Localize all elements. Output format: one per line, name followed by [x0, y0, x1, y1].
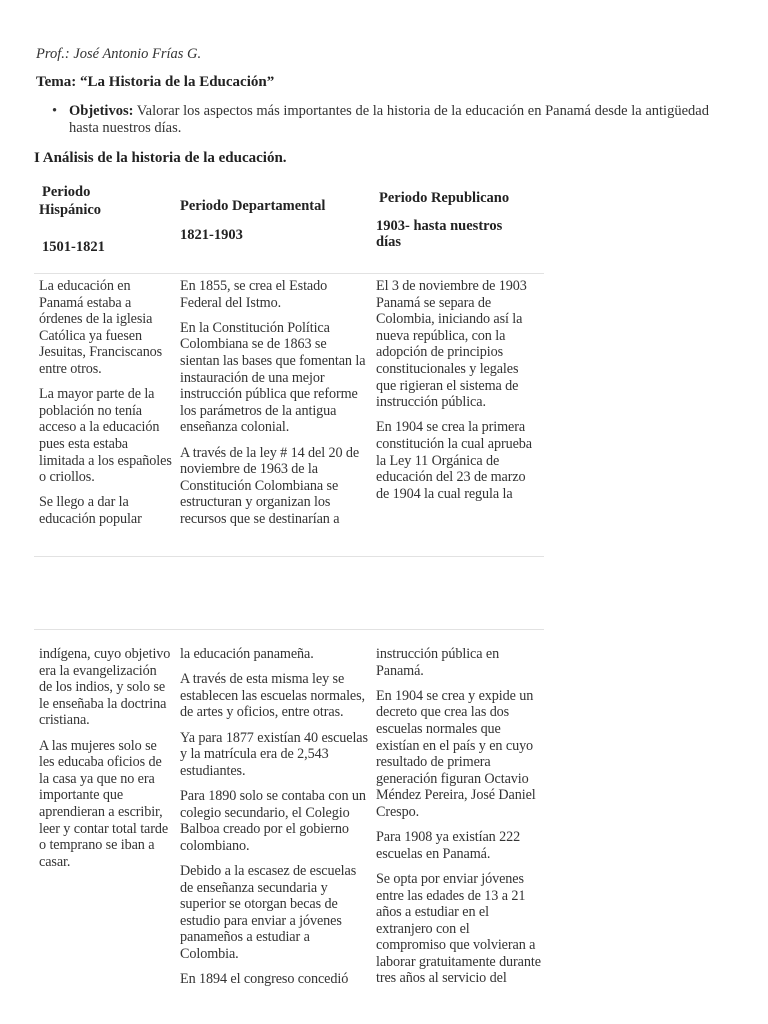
paragraph: La educación en Panamá estaba a órdenes de la iglesia Católica ya fuesen Jesuitas, Franciscanos entre otros.: [39, 278, 163, 377]
row2-col2-cell: [180, 646, 368, 996]
table-row-divider: [34, 273, 544, 274]
bullet-icon: •: [52, 103, 58, 119]
row2-col3-cell: [376, 646, 542, 996]
paragraph: Para 1908 ya existían 222 escuelas en Panamá.: [376, 829, 521, 862]
paragraph: Ya para 1877 existían 40 escuelas y la matrícula era de 2,543 estudiantes.: [180, 729, 368, 779]
paragraph: Para 1890 solo se contaba con un colegio secundario, el Colegio Balboa creado por el gobierno colombiano.: [180, 787, 366, 854]
topic-title: Tema: “La Historia de la Educación”: [36, 74, 275, 90]
col3-header-years-line1: 1903- hasta nuestros: [376, 218, 503, 234]
col3-header-title: Periodo Republicano: [379, 190, 510, 206]
col2-header-years: 1821-1903: [180, 227, 243, 243]
paragraph: Debido a la escasez de escuelas de enseñanza secundaria y superior se otorgan becas de estudio para enviar a jóvenes panameños a estudiar a Colombia.: [180, 862, 357, 962]
section-title: I Análisis de la historia de la educación.: [34, 150, 287, 166]
paragraph: En 1904 se crea la primera constitución la cual aprueba la Ley 11 Orgánica de educación del 23 de marzo de 1904 la cual regula la: [376, 419, 532, 502]
paragraph: Se opta por enviar jóvenes entre las edades de 13 a 21 años a estudiar en el extranjero con el compromiso que volvieran a laborar gratuitamente durante tres años al servicio del: [376, 870, 541, 987]
row1-col1-cell: [39, 278, 173, 536]
paragraph: A las mujeres solo se les educaba oficios de la casa ya que no era importante que aprendieran a escribir, leer y contar total tarde o temprano se iban a casar.: [39, 737, 169, 870]
paragraph: En la Constitución Política Colombiana se de 1863 se sientan las bases que fomentan la instauración de una mejor instrucción pública que reforme los parámetros de la antigua enseñanza colonial.: [180, 319, 366, 436]
row1-col3-cell: [376, 278, 542, 511]
table-row-divider: [34, 556, 544, 557]
professor-name: Prof.: José Antonio Frías G.: [36, 46, 202, 62]
col3-header-years-line2: días: [376, 234, 401, 250]
paragraph: En 1894 el congreso concedió: [180, 971, 349, 988]
paragraph: A través de la ley # 14 del 20 de noviembre de 1963 de la Constitución Colombiana se estructuran y organizan los recursos que se destinarían a: [180, 444, 360, 527]
col2-header-title: Periodo Departamental: [180, 198, 326, 214]
objectives-item: [52, 103, 732, 137]
col1-header-line2: Hispánico: [39, 202, 102, 218]
paragraph: Se llego a dar la educación popular: [39, 494, 142, 527]
paragraph: En 1855, se crea el Estado Federal del Istmo.: [180, 278, 328, 311]
paragraph: indígena, cuyo objetivo era la evangelización de los indios, y solo se le enseñaba la doctrina cristiana.: [39, 646, 171, 729]
paragraph: la educación panameña.: [180, 646, 314, 662]
col1-header-line1: Periodo: [42, 184, 91, 200]
col1-header-years: 1501-1821: [42, 239, 105, 255]
paragraph: En 1904 se crea y expide un decreto que crea las dos escuelas normales que existían en el país y en cuyo resultado de primera generación figuran Octavio Méndez Pereira, José Daniel Crespo.: [376, 687, 536, 820]
objectives-text-block: [69, 103, 732, 137]
paragraph: instrucción pública en Panamá.: [376, 646, 500, 679]
objectives-text: Valorar los aspectos más importantes de la historia de la educación en Panamá desde la antigüedad hasta nuestros días.: [69, 103, 709, 136]
paragraph: A través de esta misma ley se establecen las escuelas normales, de artes y oficios, entre otras.: [180, 671, 365, 721]
paragraph: El 3 de noviembre de 1903 Panamá se separa de Colombia, iniciando así la nueva república, con la adopción de principios constitucionales y legales que rigieran el sistema de instrucción pública.: [376, 278, 527, 411]
paragraph: La mayor parte de la población no tenía acceso a la educación pues esta estaba limitada a los españoles o criollos.: [39, 386, 172, 486]
table-row-divider: [34, 629, 544, 630]
objectives-label: Objetivos:: [69, 103, 134, 119]
row1-col2-cell: [180, 278, 368, 536]
row2-col1-cell: [39, 646, 173, 879]
